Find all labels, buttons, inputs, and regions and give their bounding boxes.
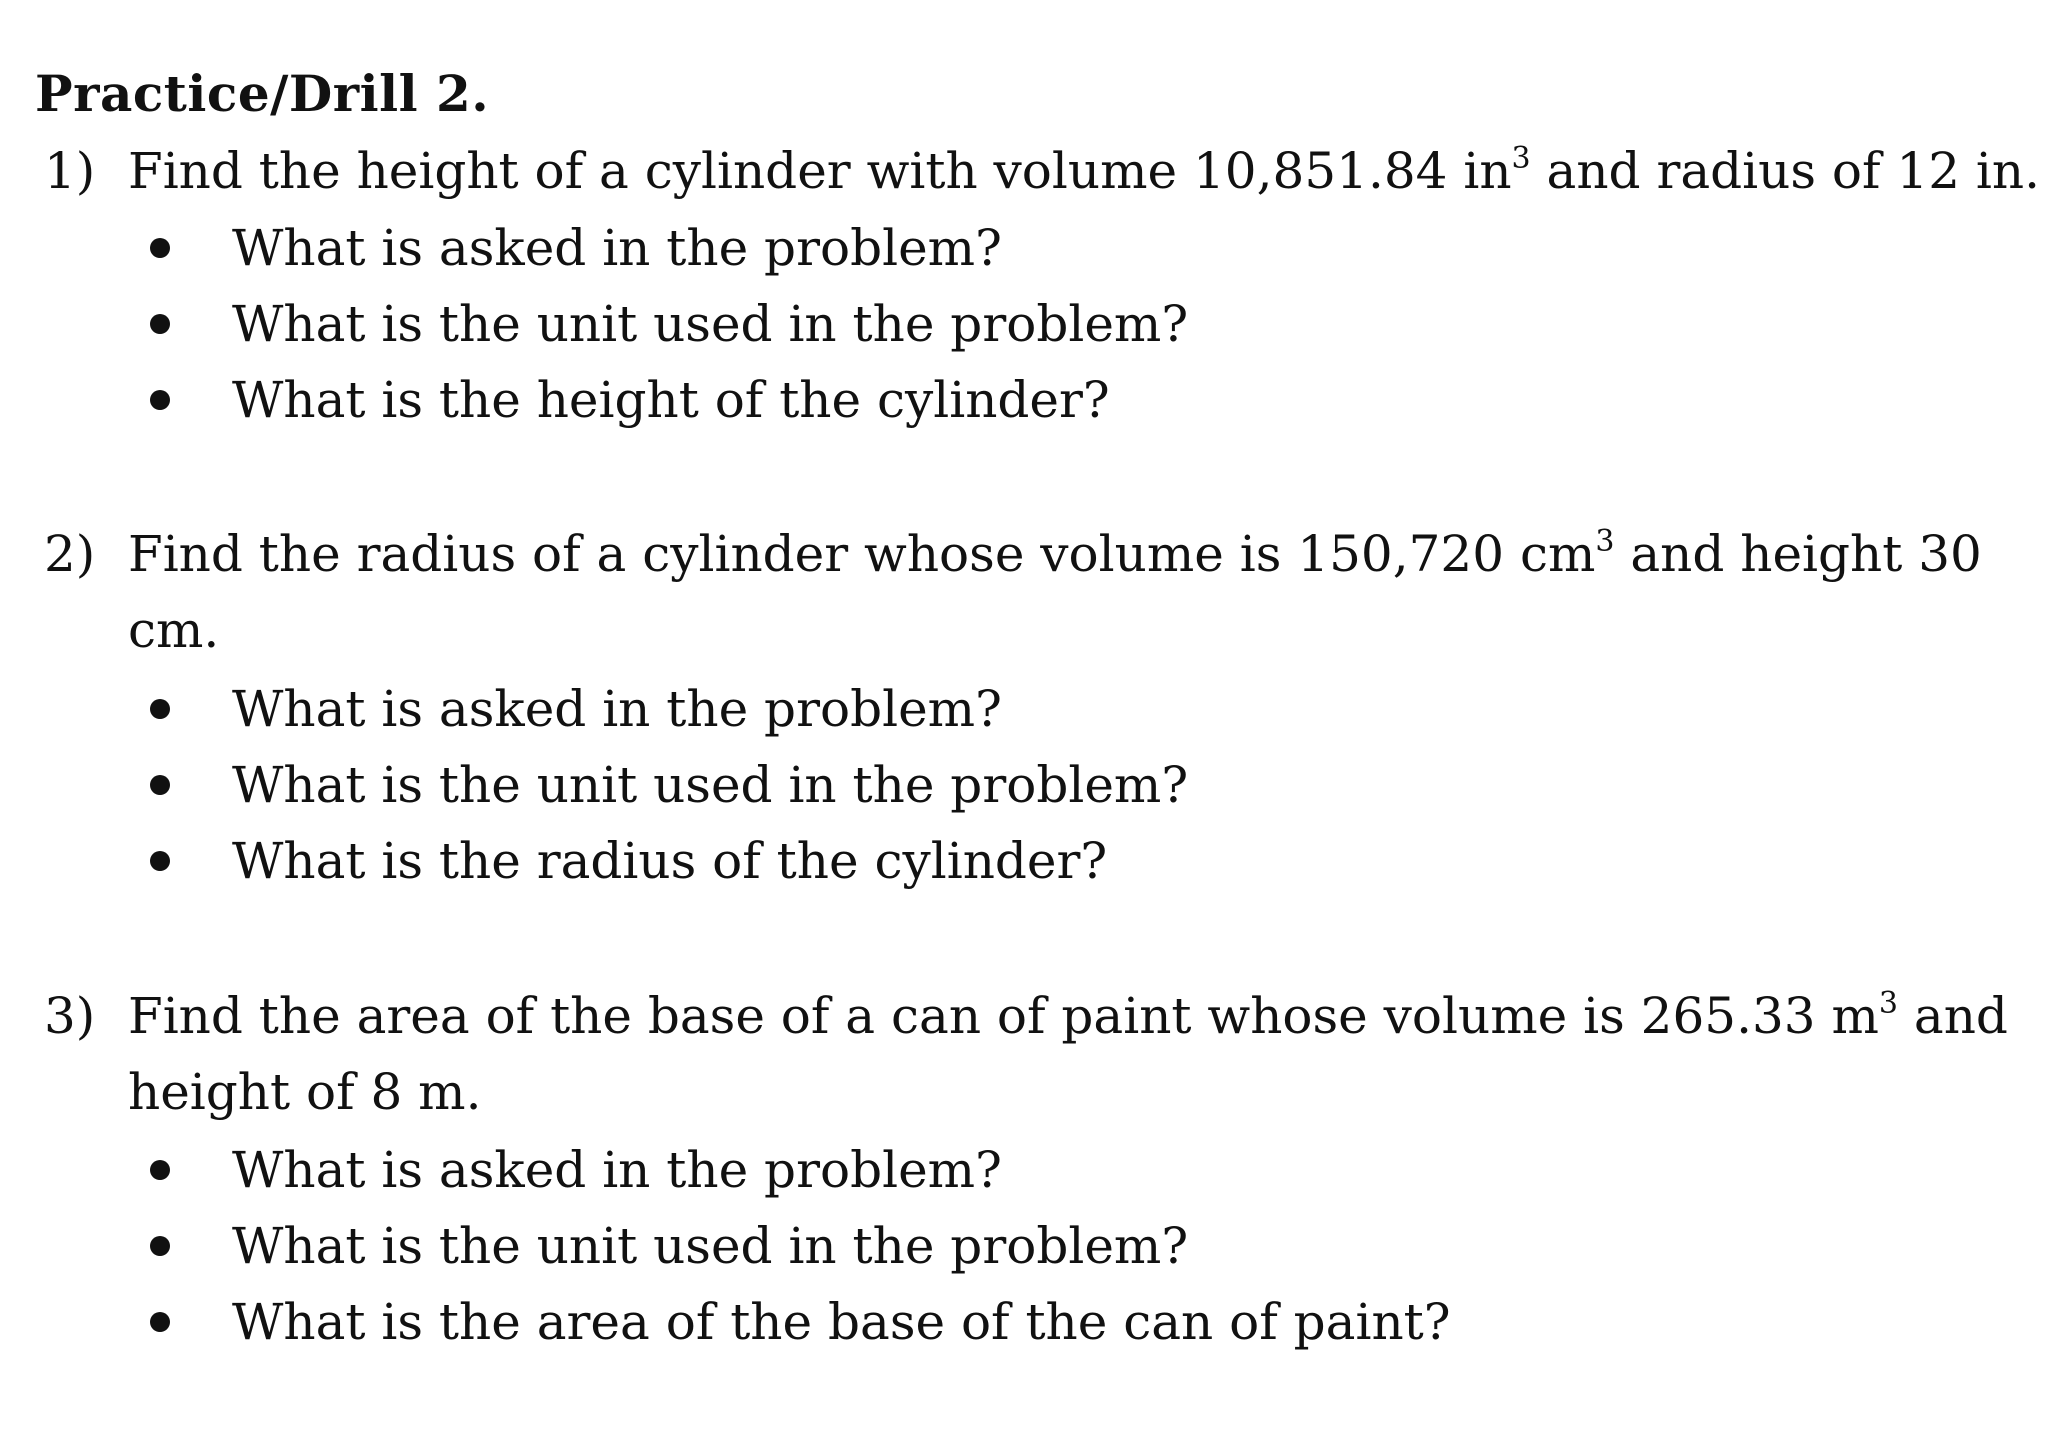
question-text: What is the unit used in the problem? [232, 1217, 1189, 1275]
question-text: What is the height of the cylinder? [232, 371, 1110, 429]
question-text: What is asked in the problem? [232, 1141, 1002, 1199]
problem-3-number: 3) [44, 987, 96, 1045]
list-item [150, 747, 1188, 823]
problem-1-text-a: Find the height of a cylinder with volume 10,851.84 in [128, 142, 1512, 200]
problem-2-statement [128, 516, 2008, 668]
problem-2-line-2: cm. [128, 601, 220, 659]
list-item [150, 362, 1110, 438]
problem-3-statement [128, 978, 2008, 1130]
question-text: What is the area of the base of the can of paint? [232, 1293, 1451, 1351]
problem-3-text-b: and [1898, 987, 2008, 1045]
problem-2-text-b: and height 30 [1614, 525, 1982, 583]
problem-1-line-1 [128, 133, 2041, 209]
problem-1-text-b: and radius of 12 in. [1530, 142, 2041, 200]
bullet-icon [150, 699, 170, 719]
bullet-icon [150, 314, 170, 334]
bullet-icon [150, 775, 170, 795]
problem-2-number: 2) [44, 525, 96, 583]
list-item [150, 823, 1107, 899]
question-text: What is asked in the problem? [232, 680, 1002, 738]
problem-3-line-2: height of 8 m. [128, 1063, 482, 1121]
list-item [150, 286, 1188, 362]
problem-2-exponent: 3 [1595, 524, 1615, 559]
question-text: What is the unit used in the problem? [232, 295, 1189, 353]
list-item [150, 210, 1002, 286]
page-title: Practice/Drill 2. [35, 64, 490, 123]
question-text: What is asked in the problem? [232, 219, 1002, 277]
bullet-icon [150, 390, 170, 410]
question-text: What is the radius of the cylinder? [232, 832, 1108, 890]
problem-1-statement [128, 133, 2041, 209]
problem-1-number: 1) [44, 142, 96, 200]
list-item [150, 671, 1002, 747]
list-item [150, 1284, 1451, 1360]
problem-3-text-a: Find the area of the base of a can of paint whose volume is 265.33 m [128, 987, 1879, 1045]
problem-1-exponent: 3 [1511, 141, 1531, 176]
bullet-icon [150, 851, 170, 871]
list-item [150, 1208, 1188, 1284]
problem-2-line-1 [128, 516, 2008, 592]
bullet-icon [150, 1160, 170, 1180]
list-item [150, 1132, 1002, 1208]
problem-3-exponent: 3 [1878, 986, 1898, 1021]
question-text: What is the unit used in the problem? [232, 756, 1189, 814]
problem-2-text-a: Find the radius of a cylinder whose volume is 150,720 cm [128, 525, 1596, 583]
bullet-icon [150, 238, 170, 258]
bullet-icon [150, 1236, 170, 1256]
bullet-icon [150, 1312, 170, 1332]
problem-3-line-1 [128, 978, 2008, 1054]
